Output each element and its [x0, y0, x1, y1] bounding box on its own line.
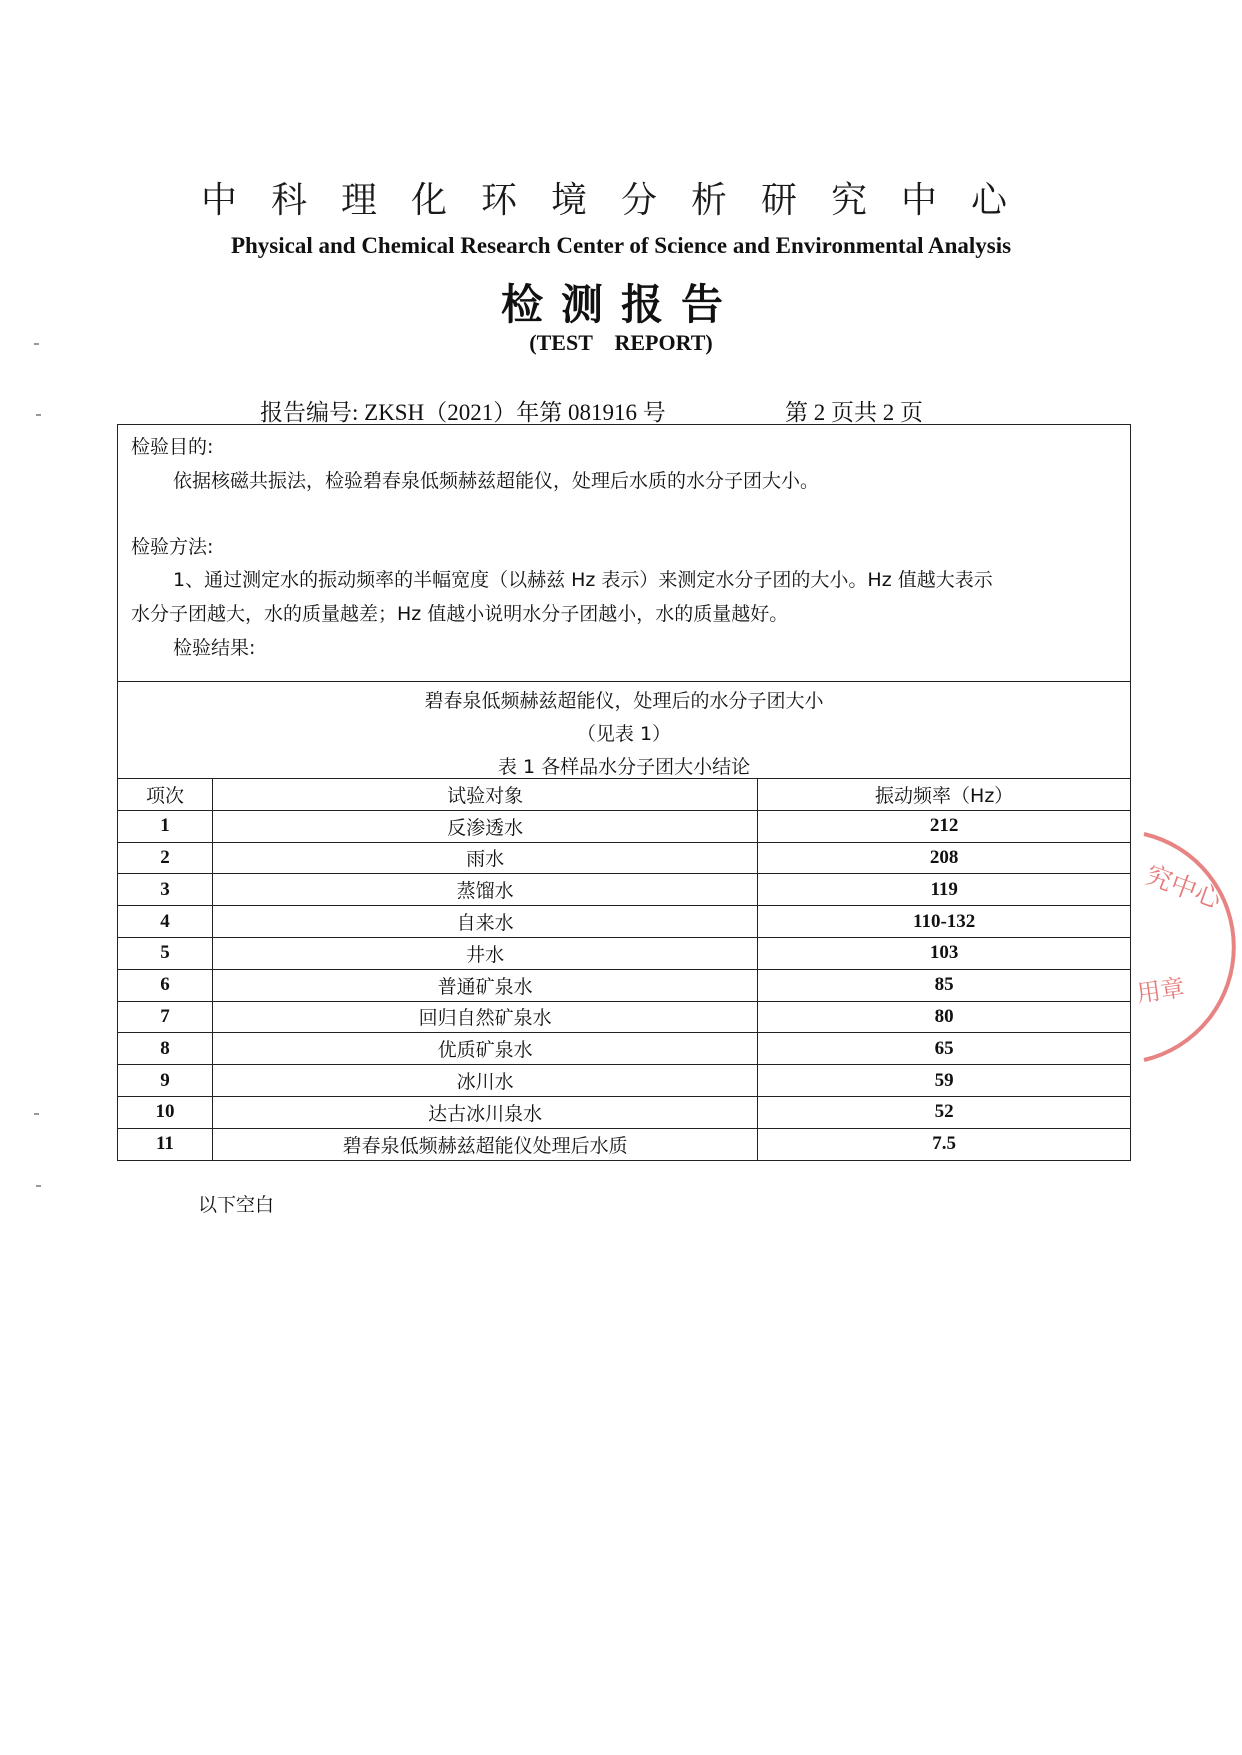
- table-caption: 表 1 各样品水分子团大小结论: [497, 756, 751, 778]
- row-frequency: 212: [758, 810, 1131, 842]
- row-index: 3: [118, 874, 213, 906]
- row-index: 10: [118, 1096, 213, 1128]
- row-frequency: 208: [758, 842, 1131, 874]
- table-row: [118, 842, 1131, 874]
- scan-speck: [34, 343, 39, 345]
- row-index: 5: [118, 937, 213, 969]
- header-subject: 试验对象: [212, 779, 757, 811]
- row-subject: 优质矿泉水: [212, 1033, 757, 1065]
- org-name-en: Physical and Chemical Research Center of Science and Environmental Analysis: [230, 233, 1012, 258]
- row-frequency: 7.5: [758, 1128, 1131, 1160]
- row-index: 8: [118, 1033, 213, 1065]
- report-number: 报告编号: ZKSH（2021）年第 081916 号: [260, 400, 666, 425]
- official-seal-stamp: [1118, 832, 1242, 1062]
- row-index: 11: [118, 1128, 213, 1160]
- page-info: 第 2 页共 2 页: [785, 400, 923, 425]
- row-frequency: 85: [758, 969, 1131, 1001]
- purpose-label: 检验目的:: [131, 436, 214, 458]
- row-frequency: 59: [758, 1065, 1131, 1097]
- method-label: 检验方法:: [131, 536, 214, 558]
- table-row: [118, 1096, 1131, 1128]
- row-subject: 自来水: [212, 906, 757, 938]
- results-heading-block: [117, 682, 1131, 780]
- method-line-2: 水分子团越大，水的质量越差；Hz 值越小说明水分子团越小，水的质量越好。: [131, 603, 789, 625]
- results-label: 检验结果:: [173, 637, 256, 659]
- header-frequency: 振动频率（Hz）: [758, 779, 1131, 811]
- row-subject: 蒸馏水: [212, 874, 757, 906]
- table-row: [118, 810, 1131, 842]
- table-row: [118, 1065, 1131, 1097]
- seal-text-1: 究中心: [1141, 860, 1226, 916]
- table-row: [118, 937, 1131, 969]
- row-subject: 反渗透水: [212, 810, 757, 842]
- scan-speck: [36, 414, 41, 416]
- row-subject: 碧春泉低频赫兹超能仪处理后水质: [212, 1128, 757, 1160]
- scan-speck: [34, 1113, 39, 1115]
- row-index: 9: [118, 1065, 213, 1097]
- see-table-note: （见表 1）: [576, 723, 672, 745]
- purpose-text: 依据核磁共振法，检验碧春泉低频赫兹超能仪，处理后水质的水分子团大小。: [173, 470, 820, 492]
- row-frequency: 103: [758, 937, 1131, 969]
- table-row: [118, 906, 1131, 938]
- row-subject: 达古冰川泉水: [212, 1096, 757, 1128]
- row-index: 4: [118, 906, 213, 938]
- table-row: [118, 1033, 1131, 1065]
- row-subject: 井水: [212, 937, 757, 969]
- row-frequency: 119: [758, 874, 1131, 906]
- seal-text-2: 用章: [1134, 973, 1187, 1008]
- header-index: 项次: [118, 779, 213, 811]
- org-name-cn: 中科理化环境分析研究中心: [200, 180, 1041, 221]
- row-subject: 雨水: [212, 842, 757, 874]
- row-subject: 普通矿泉水: [212, 969, 757, 1001]
- row-frequency: 65: [758, 1033, 1131, 1065]
- results-heading: 碧春泉低频赫兹超能仪，处理后的水分子团大小: [424, 690, 824, 712]
- report-title: 检测报告: [500, 280, 741, 329]
- table-row: [118, 1001, 1131, 1033]
- row-index: 2: [118, 842, 213, 874]
- report-title-en: (TEST REPORT): [529, 330, 713, 355]
- row-frequency: 52: [758, 1096, 1131, 1128]
- results-table: [117, 778, 1131, 1161]
- table-header-row: [118, 779, 1131, 811]
- row-subject: 回归自然矿泉水: [212, 1001, 757, 1033]
- row-subject: 冰川水: [212, 1065, 757, 1097]
- scan-speck: [36, 1185, 41, 1187]
- row-index: 6: [118, 969, 213, 1001]
- row-index: 1: [118, 810, 213, 842]
- info-box: [117, 424, 1131, 682]
- row-frequency: 110-132: [758, 906, 1131, 938]
- blank-below-note: 以下空白: [198, 1194, 275, 1216]
- table-row: [118, 874, 1131, 906]
- table-row: [118, 969, 1131, 1001]
- table-row: [118, 1128, 1131, 1160]
- row-index: 7: [118, 1001, 213, 1033]
- row-frequency: 80: [758, 1001, 1131, 1033]
- method-line-1: 1、通过测定水的振动频率的半幅宽度（以赫兹 Hz 表示）来测定水分子团的大小。Hz 值越大表示: [173, 569, 993, 591]
